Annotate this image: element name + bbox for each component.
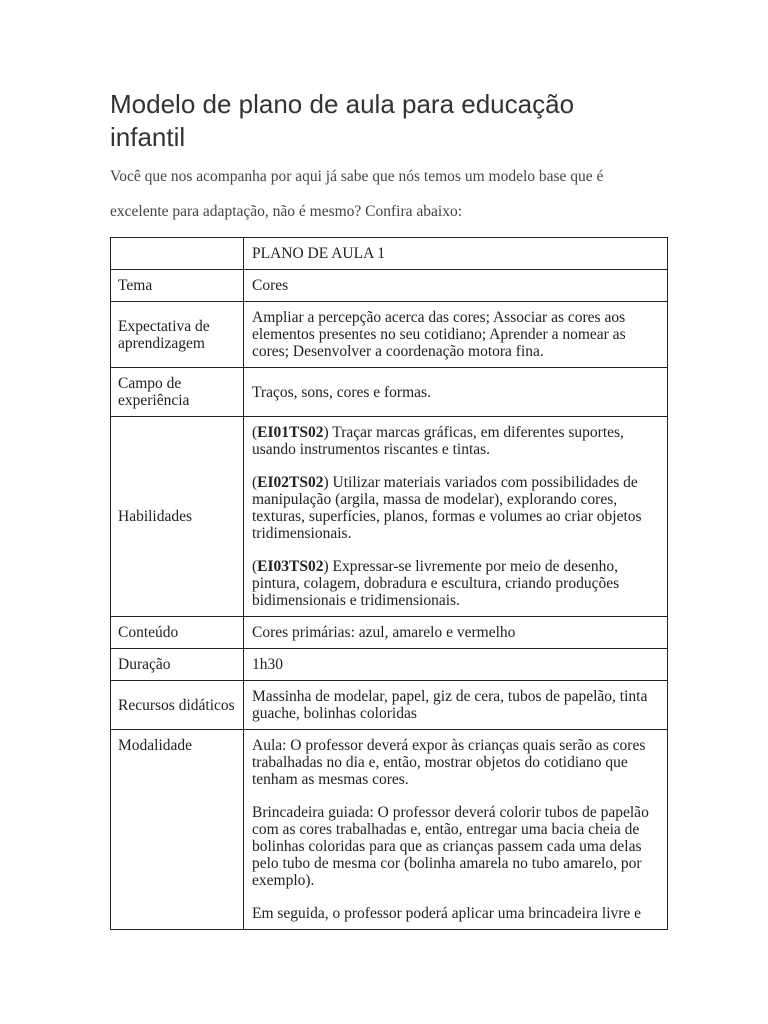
modalidade-paragraph: Em seguida, o professor poderá aplicar uma brincadeira livre e bbox=[252, 905, 642, 922]
conteudo-label: Conteúdo bbox=[111, 617, 244, 649]
habilidades-label: Habilidades bbox=[111, 417, 244, 617]
habilidade-open: ( bbox=[252, 424, 258, 441]
duracao-row bbox=[111, 649, 668, 681]
habilidade-code: EI03TS02 bbox=[257, 558, 324, 575]
header-empty-cell bbox=[111, 238, 244, 270]
habilidade-text: ) Utilizar materiais variados com possibilidades de manipulação (argila, massa de modelar), explorando cores, texturas, superfícies, planos, formas e volumes ao criar objetos tridimensionais. bbox=[252, 474, 642, 542]
recursos-row bbox=[111, 681, 668, 730]
modalidade-label: Modalidade bbox=[111, 730, 244, 930]
page-title: Modelo de plano de aula para educação infantil bbox=[110, 89, 575, 152]
modalidade-value bbox=[244, 730, 668, 930]
modalidade-paragraph: Aula: O professor deverá expor às crianças quais serão as cores trabalhadas no dia e, então, mostrar objetos do cotidiano que tenham as mesmas cores. bbox=[252, 737, 646, 788]
intro-paragraph: Você que nos acompanha por aqui já sabe que nós temos um modelo base que é excelente para adaptação, não é mesmo? Confira abaixo: bbox=[110, 168, 604, 220]
conteudo-value: Cores primárias: azul, amarelo e vermelho bbox=[244, 617, 668, 649]
habilidade-text: ) Traçar marcas gráficas, em diferentes suportes, usando instrumentos riscantes e tintas. bbox=[252, 424, 624, 458]
habilidade-open: ( bbox=[252, 474, 258, 491]
tema-row bbox=[111, 270, 668, 302]
habilidade-item bbox=[252, 558, 659, 609]
campo-row bbox=[111, 368, 668, 417]
expectativa-row bbox=[111, 302, 668, 368]
conteudo-row bbox=[111, 617, 668, 649]
habilidade-item bbox=[252, 424, 659, 458]
modalidade-paragraph: Brincadeira guiada: O professor deverá colorir tubos de papelão com as cores trabalhadas e, então, entregar uma bacia cheia de bolinhas coloridas para que as crianças passem cada uma delas pelo tubo de mesma cor (bolinha amarela no tubo amarelo, por exemplo). bbox=[252, 804, 649, 889]
recursos-value: Massinha de modelar, papel, giz de cera, tubos de papelão, tinta guache, bolinhas coloridas bbox=[244, 681, 668, 730]
habilidade-item bbox=[252, 474, 659, 542]
habilidade-code: EI02TS02 bbox=[257, 474, 324, 491]
lesson-plan-table bbox=[110, 237, 668, 930]
modalidade-row bbox=[111, 730, 668, 930]
duracao-label: Duração bbox=[111, 649, 244, 681]
recursos-label: Recursos didáticos bbox=[111, 681, 244, 730]
tema-label: Tema bbox=[111, 270, 244, 302]
plan-title-cell: PLANO DE AULA 1 bbox=[244, 238, 668, 270]
expectativa-value: Ampliar a percepção acerca das cores; Associar as cores aos elementos presentes no seu cotidiano; Aprender a nomear as cores; Desenvolver a coordenação motora fina. bbox=[244, 302, 668, 368]
tema-value: Cores bbox=[244, 270, 668, 302]
campo-value: Traços, sons, cores e formas. bbox=[244, 368, 668, 417]
campo-label: Campo de experiência bbox=[111, 368, 244, 417]
habilidades-row bbox=[111, 417, 668, 617]
duracao-value: 1h30 bbox=[244, 649, 668, 681]
expectativa-label: Expectativa de aprendizagem bbox=[111, 302, 244, 368]
plan-header-row bbox=[111, 238, 668, 270]
habilidade-open: ( bbox=[252, 558, 258, 575]
habilidade-code: EI01TS02 bbox=[257, 424, 324, 441]
habilidade-text: ) Expressar-se livremente por meio de desenho, pintura, colagem, dobradura e escultura, criando produções bidimensionais e tridimensionais. bbox=[252, 558, 620, 609]
habilidades-value bbox=[244, 417, 668, 617]
